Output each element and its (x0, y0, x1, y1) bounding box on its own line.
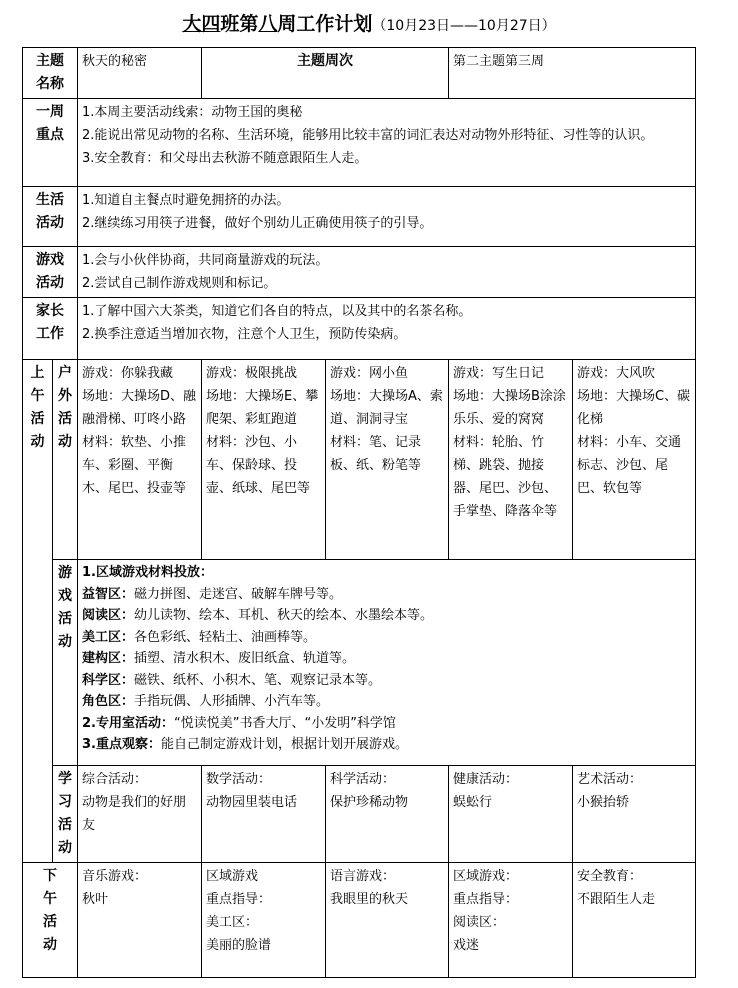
play-activity-row (23, 560, 696, 766)
date-range: （10月23日——10月27日） (372, 18, 556, 34)
area-name: 建构区： (82, 651, 135, 666)
material-heading: 1.区域游戏材料投放： (82, 565, 213, 580)
afternoon-activity-cell: 安全教育： 不跟陌生人走 (573, 863, 696, 978)
focus-observation-text: 能自己制定游戏计划，根据计划开展游戏。 (160, 737, 408, 752)
game-activity-content (78, 247, 696, 298)
theme-cycle-label: 主题周次 (202, 48, 449, 99)
page-title (0, 10, 738, 40)
afternoon-activity-row (23, 863, 696, 978)
afternoon-activity-cell: 语言游戏： 我眼里的秋天 (326, 863, 449, 978)
parent-work-line: 1.了解中国六大茶类，知道它们各自的特点，以及其中的名茶名称。 (82, 304, 472, 319)
outdoor-activity-row (23, 360, 696, 560)
area-items: 手指玩偶、人形插牌、小汽车等。 (134, 694, 330, 709)
outdoor-activity-cell: 游戏：极限挑战 场地：大操场E、攀爬架、彩虹跑道 材料：沙包、小车、保龄球、投壶、纸球、尾巴等 (202, 360, 326, 560)
work-plan-table (22, 47, 696, 978)
theme-value: 秋天的秘密 (78, 48, 202, 99)
life-activity-line: 1.知道自主餐点时避免拥挤的办法。 (82, 193, 290, 208)
life-activity-row (23, 187, 696, 247)
study-activity-label: 学 习 活 动 (53, 766, 78, 863)
study-activity-cell: 综合活动： 动物是我们的好朋友 (78, 766, 202, 863)
area-name: 阅读区： (82, 608, 135, 623)
weekly-focus-line: 3.安全教育：和父母出去秋游不随意跟陌生人走。 (82, 151, 368, 166)
theme-label: 主题 名称 (23, 48, 78, 99)
area-line (82, 648, 691, 670)
special-room-line (82, 713, 691, 735)
title-text-week: 周工作计划 (277, 13, 373, 35)
area-line (82, 691, 691, 713)
study-activity-cell: 数学活动： 动物园里装电话 (202, 766, 326, 863)
title-text-class: 班第 (220, 13, 259, 35)
outdoor-activity-cell: 游戏：写生日记 场地：大操场B涂涂乐乐、爱的窝窝 材料：轮胎、竹梯、跳袋、抛接器、尾巴、沙包、手掌垫、降落伞等 (449, 360, 573, 560)
weekly-focus-row (23, 99, 696, 187)
outdoor-activity-cell: 游戏：网小鱼 场地：大操场A、索道、洞洞寻宝 材料：笔、记录板、纸、粉笔等 (326, 360, 449, 560)
outdoor-activity-label: 户 外 活 动 (53, 360, 78, 560)
life-activity-label: 生活 活动 (23, 187, 78, 247)
parent-work-label: 家长 工作 (23, 298, 78, 360)
parent-work-content (78, 298, 696, 360)
study-activity-cell: 科学活动： 保护珍稀动物 (326, 766, 449, 863)
outdoor-activity-cell: 游戏：你躲我藏 场地：大操场D、融融滑梯、叮咚小路 材料：软垫、小推车、彩圈、平衡木、尾巴、投壶等 (78, 360, 202, 560)
weekly-focus-line: 2.能说出常见动物的名称、生活环境，能够用比较丰富的词汇表达对动物外形特征、习性等的认识。 (82, 128, 654, 143)
morning-activity-label: 上 午 活 动 (23, 360, 53, 863)
afternoon-activity-cell: 音乐游戏： 秋叶 (78, 863, 202, 978)
study-activity-cell: 艺术活动： 小猴抬轿 (573, 766, 696, 863)
special-room-text: “悦读悦美”书香大厅、“小发明”科学馆 (173, 715, 396, 731)
play-activity-label: 游 戏 活 动 (53, 560, 78, 766)
class-name: 大四 (182, 13, 221, 35)
area-line (82, 605, 691, 627)
life-activity-content (78, 187, 696, 247)
study-activity-cell: 健康活动： 蜈蚣行 (449, 766, 573, 863)
week-number: 八 (258, 13, 278, 35)
area-items: 磁铁、纸杯、小积木、笔、观察记录本等。 (134, 672, 382, 688)
play-activity-content (78, 560, 696, 766)
area-name: 益智区： (82, 586, 135, 602)
weekly-focus-label: 一周 重点 (23, 99, 78, 187)
study-activity-row (23, 766, 696, 863)
focus-observation-line (82, 734, 691, 756)
area-line (82, 670, 691, 692)
weekly-focus-content (78, 99, 696, 187)
area-line (82, 584, 691, 606)
parent-work-row (23, 298, 696, 360)
game-activity-label: 游戏 活动 (23, 247, 78, 298)
afternoon-activity-label: 下 午 活 动 (23, 863, 78, 978)
life-activity-line: 2.继续练习用筷子进餐，做好个别幼儿正确使用筷子的引导。 (82, 216, 433, 231)
area-name: 科学区： (82, 672, 135, 688)
game-activity-line: 2.尝试自己制作游戏规则和标记。 (82, 276, 277, 291)
game-activity-line: 1.会与小伙伴协商，共同商量游戏的玩法。 (82, 253, 329, 268)
outdoor-activity-cell: 游戏：大风吹 场地：大操场C、碳化梯 材料：小车、交通标志、沙包、尾巴、软包等 (573, 360, 696, 560)
focus-observation-label: 3.重点观察： (82, 737, 161, 752)
area-line (82, 627, 691, 649)
area-items: 各色彩纸、轻粘土、油画棒等。 (134, 629, 317, 645)
weekly-focus-line: 1.本周主要活动线索：动物王国的奥秘 (82, 105, 303, 120)
parent-work-line: 2.换季注意适当增加衣物，注意个人卫生，预防传染病。 (82, 327, 407, 342)
area-items: 插塑、清水积木、废旧纸盒、轨道等。 (134, 651, 356, 666)
afternoon-activity-cell: 区域游戏： 重点指导： 阅读区： 戏迷 (449, 863, 573, 978)
area-items: 幼儿读物、绘本、耳机、秋天的绘本、水墨绘本等。 (134, 608, 434, 623)
area-name: 美工区： (82, 629, 135, 645)
area-items: 磁力拼图、走迷宫、破解车牌号等。 (134, 586, 343, 602)
theme-cycle-value: 第二主题第三周 (449, 48, 696, 99)
special-room-label: 2.专用室活动： (82, 715, 174, 731)
afternoon-activity-cell: 区域游戏 重点指导： 美工区： 美丽的脸谱 (202, 863, 326, 978)
area-name: 角色区： (82, 694, 135, 709)
game-activity-row (23, 247, 696, 298)
theme-row (23, 48, 696, 99)
